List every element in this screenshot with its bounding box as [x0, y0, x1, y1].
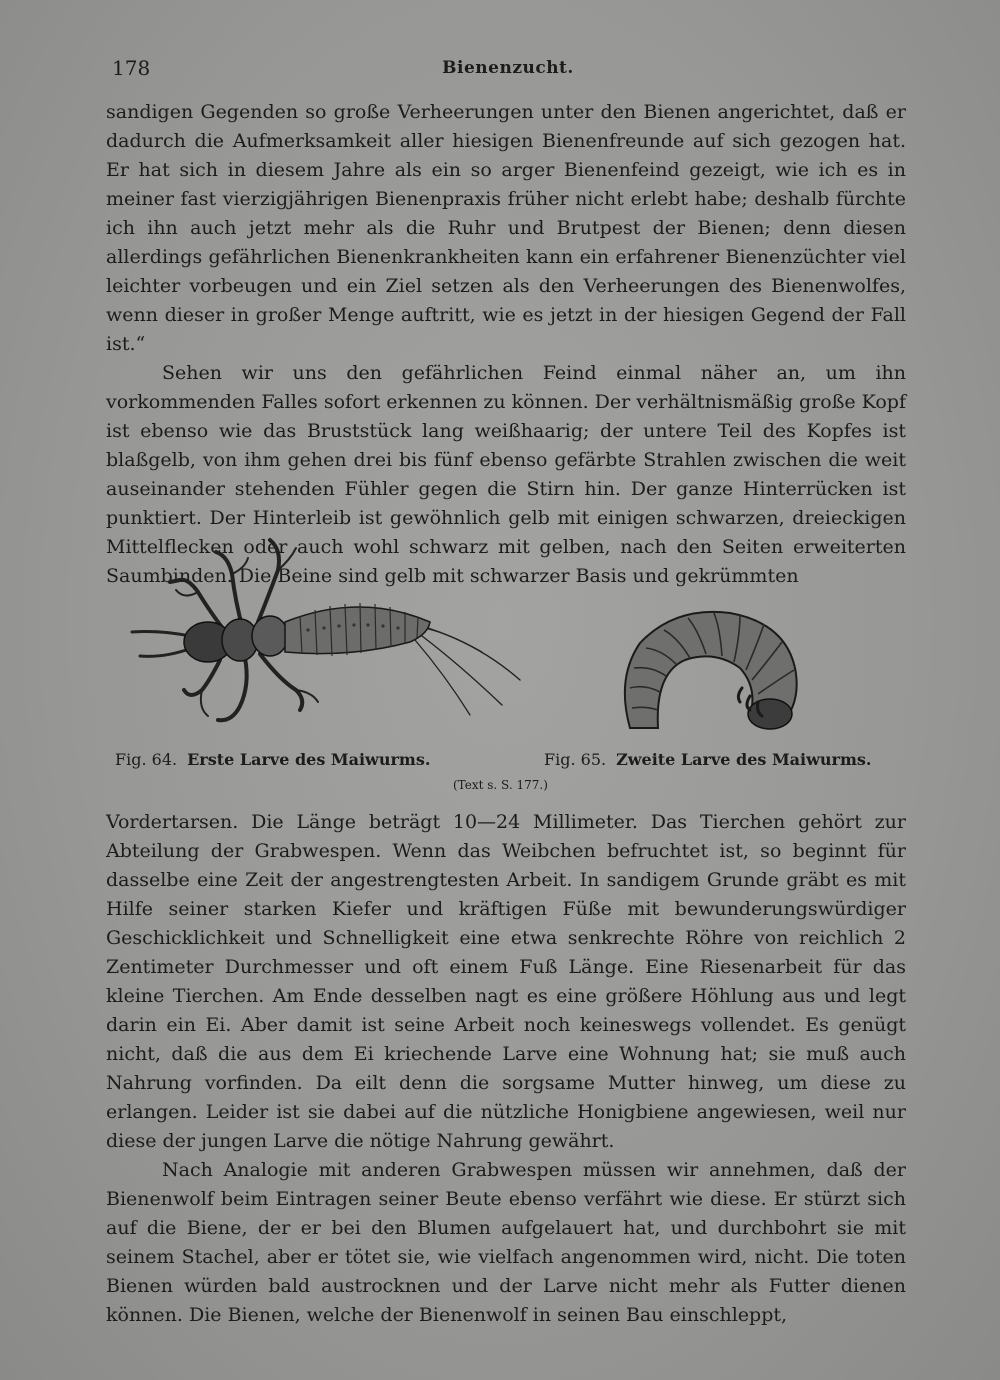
figure-area [100, 530, 910, 800]
body-text-top [106, 98, 906, 591]
body-text-bottom [106, 808, 906, 1330]
paragraph: Vordertarsen. Die Länge beträgt 10—24 Millimeter. Das Tierchen gehört zur Abteilung der Grabwespen. Wenn das Weibchen befruchtet ist, so beginnt für dasselbe eine Zeit der angestrengtesten Arbeit. In sandigem Grunde gräbt es mit Hilfe seiner starken Kiefer und kräftigen Füße mit bewunderungswürdiger Geschicklichkeit und Schnelligkeit eine etwa senkrechte Röhre von reichlich 2 Zentimeter Durchmesser und oft einem Fuß Länge. Eine Riesenarbeit für das kleine Tierchen. Am Ende desselben nagt es eine größere Höhlung aus und legt darin ein Ei. Aber damit ist seine Arbeit noch keineswegs vollendet. Es genügt nicht, daß die aus dem Ei kriechende Larve eine Wohnung hat; sie muß auch Nahrung vorfinden. Da eilt denn die sorgsame Mutter hinweg, um diese zu erlangen. Leider ist sie dabei auf die nützliche Honigbiene angewiesen, weil nur diese der jungen Larve die nötige Nahrung gewährt. [106, 811, 906, 1152]
paragraph: sandigen Gegenden so große Verheerungen unter den Bienen angerichtet, daß er dadurch die Aufmerksamkeit aller hiesigen Bienenfreunde auf sich gezogen hat. Er hat sich in diesem Jahre als ein so arger Bienenfeind gezeigt, wie ich es in meiner fast vierzigjährigen Bienenpraxis früher nicht erlebt habe; deshalb fürchte ich ihn auch jetzt mehr als die Ruhr und Brutpest der Bienen; denn diesen allerdings gefährlichen Bienenkrankheiten kann ein erfahrener Bienenzüchter viel leichter vorbeugen und ein Ziel setzen als den Verheerungen des Bienenwolfes, wenn dieser in großer Menge auftritt, wie es jetzt in der hiesigen Gegend der Fall ist.“ [106, 101, 906, 355]
figure-title: Erste Larve des Maiwurms. [187, 750, 431, 769]
figure-title: Zweite Larve des Maiwurms. [616, 750, 872, 769]
running-head: Bienenzucht. [442, 58, 574, 78]
larva-first-stage-icon [110, 530, 530, 735]
figure-label: Fig. 64. [115, 750, 178, 769]
figure-caption-64 [115, 750, 430, 769]
page-header [112, 56, 904, 86]
figure-reference-note: (Text s. S. 177.) [453, 778, 548, 792]
paragraph: Sehen wir uns den gefährlichen Feind einmal näher an, um ihn vorkommenden Falles sofort erkennen zu können. Der verhältnismäßig große Kopf ist ebenso wie das Bruststück lang weißhaarig; der untere Teil des Kopfes ist blaßgelb, von ihm gehen drei bis fünf ebenso gefärbte Strahlen zwischen die weit auseinander stehenden Fühler gegen die Stirn hin. Der ganze Hinterrücken ist punktiert. Der Hinterleib ist gewöhnlich gelb mit einigen schwarzen, dreieckigen Mittelflecken oder auch wohl schwarz mit gelben, nach den Seiten erweiterten Saumbinden. Die Beine sind gelb mit schwarzer Basis und gekrümmten [106, 362, 906, 587]
figure-caption-65 [544, 750, 871, 769]
larva-second-stage-icon [610, 588, 815, 738]
figure-label: Fig. 65. [544, 750, 607, 769]
page-number: 178 [112, 56, 151, 80]
paragraph: Nach Analogie mit anderen Grabwespen müssen wir annehmen, daß der Bienenwolf beim Eintragen seiner Beute ebenso verfährt wie diese. Er stürzt sich auf die Biene, der er bei den Blumen aufgelauert hat, und durchbohrt sie mit seinem Stachel, aber er tötet sie, wie vielfach angenommen wird, nicht. Die toten Bienen würden bald austrocknen und der Larve nicht mehr als Futter dienen können. Die Bienen, welche der Bienenwolf in seinen Bau einschleppt, [106, 1159, 906, 1326]
